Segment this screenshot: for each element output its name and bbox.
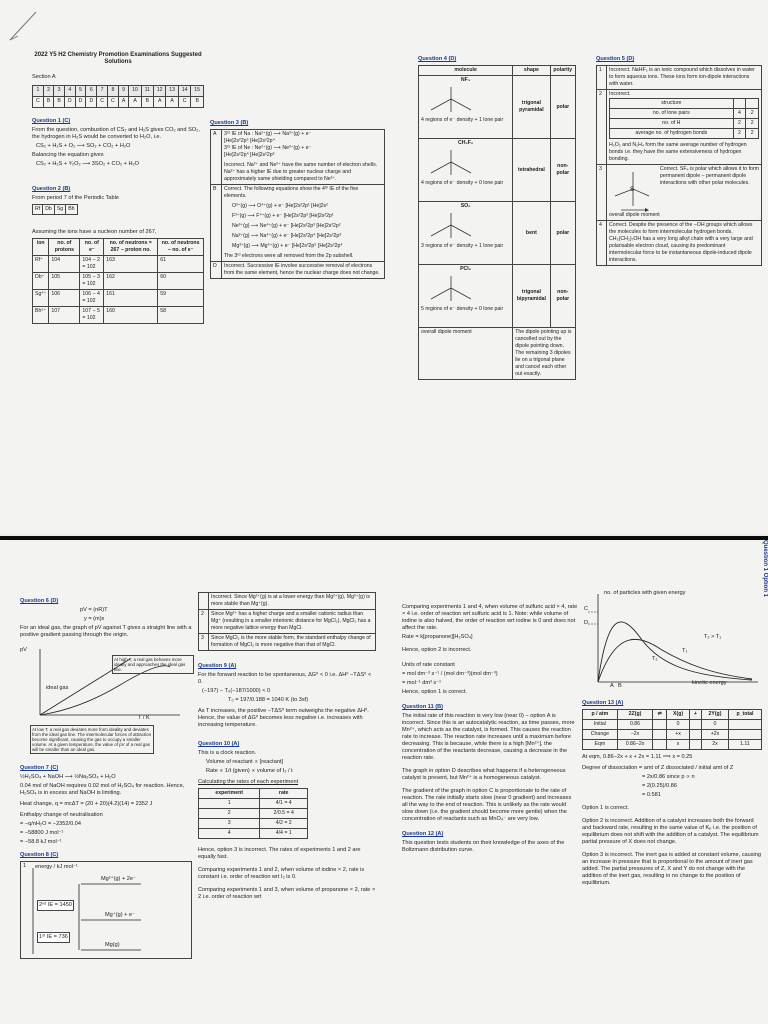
q10-units: Units of rate constant [402, 662, 455, 668]
q5-r1: Incorrect. NaHF₂ is an ionic compound which dissolves in water to form aqueous ions. These ions form ion-dipole interactions with water. [607, 66, 762, 90]
q2-column-header: no. of neutrons − no. of e⁻ [158, 239, 204, 256]
q5-r3: Correct. SF₄ is polar which allows it to form permanent dipole − permanent dipole interactions with other polar molecules. [660, 166, 759, 186]
answer-number: 5 [75, 86, 86, 97]
table-row [33, 256, 204, 273]
table-cell: 2 [199, 809, 260, 819]
table-cell: Sg⁴⁺ [33, 290, 49, 307]
answer-number: 7 [97, 86, 108, 97]
q10-u1: = mol dm⁻³ s⁻¹ / (mol dm⁻³)(mol dm⁻³) [402, 671, 498, 677]
answer-key-table [32, 85, 204, 108]
answer-letter: D [64, 97, 75, 108]
q10-column-header: experiment [199, 789, 260, 799]
column-g [402, 604, 578, 856]
q3-b-note: The 3ʳᵈ electrons were all removed from the 2p subshell. [224, 253, 354, 259]
document-title: 2022 Y5 H2 Chemistry Promotion Examinations Suggested Solutions [34, 52, 202, 65]
molecule-cell [419, 76, 513, 139]
table-row [583, 740, 762, 750]
answer-letter: C [33, 97, 44, 108]
table-cell: Change [583, 730, 618, 740]
q7-calc1: = −q/nH₂O = −2352/0.04 [20, 821, 81, 827]
molecule-name: CH₂F₂ [457, 140, 474, 146]
molecule-structure-icon [421, 147, 481, 177]
q7-enthalpy: Enthalpy change of neutralisation [20, 812, 103, 818]
column-b [210, 116, 385, 279]
answer-letter: B [141, 97, 153, 108]
table-cell: 160 [104, 307, 158, 324]
table-cell [733, 99, 746, 109]
table-cell: 163 [104, 256, 158, 273]
graph-t2: T₂ [652, 656, 658, 662]
table-row [583, 720, 762, 730]
q8-level-2: Mg⁺(g) + e⁻ [105, 912, 135, 918]
q8-r2: Since Mg²⁺ has a higher charge and a smaller cationic radius than Mg⁺ (resulting in a smaller interionic distance for MgCl₂), MgCl₂ has a more negative lattice energy than MgCl. [209, 610, 376, 634]
q8-r1: Incorrect. Since Mg²⁺(g) is at a lower energy than Mg²⁺(g), Mg²⁺(g) is more stable than Mg⁺(g). [209, 593, 376, 610]
table-cell: Db⁺ [33, 273, 49, 290]
q9-text: For the forward reaction to be spontaneous, ΔG⁰ < 0 i.e. ΔH⁰ −TΔS⁰ < 0. [198, 672, 372, 685]
table-cell: 61 [158, 256, 204, 273]
q3-b-equation: Mg³⁺(g) ⟶ Mg⁴⁺(g) + e⁻ [He]2s²2p⁵ [He]2s²2p⁴ [232, 243, 343, 249]
boltzmann-curve-icon [582, 590, 762, 690]
q7-text: 0.04 mol of NaOH requires 0.02 mol of H₂SO₄ for reaction. Hence, H₂SO₄ is in excess and NaOH is limiting. [20, 783, 185, 796]
table-cell: 4/2 = 2 [260, 819, 308, 829]
q8-level-3: Mg(g) [105, 942, 120, 948]
answer-number: 3 [54, 86, 65, 97]
q13-column-header: 2Z(g) [617, 710, 652, 720]
molecule-cell [419, 139, 513, 202]
table-cell: 162 [104, 273, 158, 290]
answer-letter: A [166, 97, 178, 108]
pencil-mark-icon [4, 6, 64, 46]
q7-calc2: = −58800 J mol⁻¹ [20, 830, 64, 836]
q2-column-header: no. of e⁻ [80, 239, 104, 256]
molecule-name: NF₃ [460, 77, 471, 83]
table-cell: structure [610, 99, 734, 109]
table-cell: 105 [49, 273, 80, 290]
q10-rate-table [198, 788, 308, 839]
answer-letter: C [108, 97, 119, 108]
q3-table [210, 129, 385, 279]
q3-a-line: [He]2s²2p⁵ [He]2s²2p⁴ [224, 138, 275, 144]
table-cell: Eqm [583, 740, 618, 750]
element-symbol: Db [43, 205, 55, 215]
table-cell: 107 − 5 = 102 [80, 307, 104, 324]
q3-a-line: 3ʳᵈ IE of Ne : Ne²⁺(g) ⟶ Ne³⁺(g) + e⁻ [224, 145, 312, 151]
q9-res: T₀ = 197/0.188 = 1040 K (to 3sf) [228, 697, 309, 703]
q8-ylabel: energy / kJ mol⁻¹ [35, 864, 78, 870]
q7-heat: Heat change, q = mcΔT = (20 + 20)(4.2)(14) = 2352 J [20, 801, 153, 807]
q4-column-header: polarity [550, 66, 575, 76]
boltzmann-graph [582, 590, 762, 690]
q5-table: 1 Incorrect. NaHF₂ is an ionic compound which dissolves in water to form aqueous ions. These ions form ion-dipole interactions with water. 2 Incorrect. structure no. of lone pairs 4 2 no. of H 2 2 average no. of hydrogen bonds 2 2 H₂O₂ and N₂H₄ form the same average number of hydrogen bonds i.e. they have the same extensiveness of hydrogen bonding. 3 S Correct. SF₄ is polar which allows it to form permanent dipole − permanent dipole interactions with other polar molecules. overall dipole moment 4 Correct. Despite the presence of the −OH groups which allows the molecules to form intermolecular hydrogen bonds, CH₃(CH₂)₇OH has a very long alkyl chain with a very large and polarisable electron cloud, causing its predominant intermolecular force to be instantaneous dipole-induced dipole interactions. [596, 65, 762, 266]
column-d [596, 52, 762, 266]
q3-d-label: D [211, 262, 222, 279]
q13-d2: = 2(0.25)/0.86 [642, 783, 677, 789]
molecule-cell [419, 202, 513, 265]
table-row [33, 307, 204, 324]
table-cell: 59 [158, 290, 204, 307]
q13-column-header: ⇌ [653, 710, 667, 720]
answer-number: 9 [118, 86, 129, 97]
q4-heading: Question 4 (D) [418, 56, 457, 62]
answer-letter: C [97, 97, 108, 108]
q6-eq1: pV = (nR)T [80, 607, 108, 613]
region-description: 3 regions of e⁻ density + 1 lone pair [421, 243, 504, 249]
table-cell: 2 [733, 119, 746, 129]
table-cell [653, 730, 667, 740]
table-row [610, 109, 759, 119]
q5-hbond-table [609, 98, 759, 139]
q8-ie1: 1ˢᵗ IE = 736 [37, 932, 70, 943]
table-cell: Bh⁵⁺ [33, 307, 49, 324]
table-cell: 0.86 [617, 720, 652, 730]
q1-eq1: CS₂ + H₂S + O₂ ⟶ SO₂ + CO₂ + H₂O [36, 143, 131, 149]
q2-column-header: no. of neutrons = 267 − proton no. [104, 239, 158, 256]
shape-cell: bent [513, 202, 550, 265]
q8-heading: Question 8 (C) [20, 852, 59, 858]
q10-cmp1: Comparing experiments 1 and 2, when volume of iodine × 2, rate is constant i.e. order of reaction wrt I₂ is 0. [198, 867, 365, 880]
answer-number: 6 [86, 86, 97, 97]
q13-opt1: Option 1 is correct. [582, 805, 629, 811]
q1-balancing: Balancing the equation gives [32, 152, 104, 158]
table-row [419, 202, 576, 265]
table-cell: 0 [701, 720, 728, 730]
answer-letter: A [153, 97, 165, 108]
table-cell: no. of H [610, 119, 734, 129]
table-cell [689, 730, 701, 740]
column-f [198, 592, 376, 903]
q4-column-header: molecule [419, 66, 513, 76]
table-cell [728, 730, 761, 740]
table-cell: no. of lone pairs [610, 109, 734, 119]
answer-number: 2 [43, 86, 54, 97]
q12-text: This question tests students on their knowledge of the axes of the Boltzmann distribution curve. [402, 840, 565, 853]
q10-b1: Volume of reactant ∝ [reactant] [206, 759, 284, 765]
answer-number: 8 [108, 86, 119, 97]
section-label: Section A [32, 74, 56, 80]
graph-t1: T₁ [682, 648, 688, 654]
q3-b-equation: O³⁺(g) ⟶ O⁴⁺(g) + e⁻ [He]2s²2p¹ [He]2s² [232, 203, 328, 209]
region-description: 5 regions of e⁻ density + 0 lone pair [421, 306, 504, 312]
table-cell: 1 [199, 799, 260, 809]
q6-note-low: At low T, a real gas deviates more from ideality and deviates from the ideal gas line. The intermolecular forces of attraction become significant, causing the gas to occupy a smaller volume. At a given temperature, the value of pV of a real gas will be smaller than an ideal gas. [30, 725, 154, 754]
q13-column-header: p / atm [583, 710, 618, 720]
q4-column-header: shape [513, 66, 550, 76]
graph-b: B [618, 683, 622, 689]
table-cell: Initial [583, 720, 618, 730]
q13-ice-table [582, 709, 762, 750]
region-description: 4 regions of e⁻ density + 1 lone pair [421, 117, 504, 123]
table-cell: x [667, 740, 690, 750]
molecule-structure-icon [421, 84, 481, 114]
table-cell: Rf⁺ [33, 256, 49, 273]
answer-letter: B [54, 97, 65, 108]
column-c [418, 52, 576, 380]
answer-letter: D [75, 97, 86, 108]
q13-column-header: p_total [728, 710, 761, 720]
molecule-structure-icon [421, 210, 481, 240]
table-row [419, 328, 576, 380]
graph-d: D [584, 620, 589, 626]
table-cell: 106 − 4 = 102 [80, 290, 104, 307]
overall-dipole-caption: overall dipole moment [419, 328, 513, 380]
q10-cmp4: Comparing experiments 1 and 4, when volume of sulfuric acid × 4, rate × 4 i.e. order of reaction wrt sulfuric acid is 1. Note: while volume of iodine is also halved, the order of reaction wrt iodine is 0 and does not affect the rate. [402, 604, 578, 631]
column-a [32, 52, 204, 324]
table-cell: 2 [746, 119, 759, 129]
graph-ylabel: no. of particles with given energy [604, 590, 686, 596]
svg-text:S: S [630, 187, 635, 193]
table-cell: 107 [49, 307, 80, 324]
table-row [610, 99, 759, 109]
q5-r4: Correct. Despite the presence of the −OH groups which allows the molecules to form intermolecular hydrogen bonds, CH₃(CH₂)₇OH has a very long alkyl chain with a very large and polarisable electron cloud, causing its predominant intermolecular force to be instantaneous dipole-induced dipole interactions. [607, 221, 762, 266]
periodic-table-snippet [32, 204, 78, 215]
pcl5-note: The dipole pointing up is cancelled out by the dipole pointing down. The remaining 3 dipoles lie on a trigonal plane and cancel each other out exactly. [513, 328, 576, 380]
q2-column-header: no. of protons [49, 239, 80, 256]
q8-level-1: Mg²⁺(g) + 2e⁻ [101, 876, 136, 882]
table-cell: 2 [733, 129, 746, 139]
table-cell: 161 [104, 290, 158, 307]
q2-column-header: ion [33, 239, 49, 256]
polarity-cell: non-polar [550, 139, 575, 202]
q11-heading: Question 11 (B) [402, 704, 444, 710]
table-cell [728, 720, 761, 730]
q6-eq2: y = (m)x [84, 616, 105, 622]
q5-r2-text: H₂O₂ and N₂H₄ form the same average number of hydrogen bonds i.e. they have the same extensiveness of hydrogen bonding. [609, 142, 747, 162]
q7-calc3: = −58.8 kJ mol⁻¹ [20, 839, 62, 845]
table-cell [689, 740, 701, 750]
answer-letter: C [178, 97, 190, 108]
q10-calc: Calculating the rates of each experiment [198, 779, 299, 785]
q3-b-equation: Ne³⁺(g) ⟶ Ne⁴⁺(g) + e⁻ [He]2s²2p³ [He]2s²2p² [232, 223, 341, 229]
shape-cell: trigonal pyramidal [513, 76, 550, 139]
table-cell: 4/1 = 4 [260, 799, 308, 809]
q13-column-header: + [689, 710, 701, 720]
table-cell: average no. of hydrogen bonds [610, 129, 734, 139]
q4-table [418, 65, 576, 380]
table-cell [653, 740, 667, 750]
table-cell: 2 [746, 129, 759, 139]
polarity-cell: polar [550, 76, 575, 139]
table-cell: 4/4 = 1 [260, 829, 308, 839]
q3-a-line: 3ʳᵈ IE of Na : Na²⁺(g) ⟶ Na³⁺(g) + e⁻ [224, 131, 312, 137]
answer-number: 13 [166, 86, 178, 97]
answer-number: 15 [191, 86, 204, 97]
answer-number: 11 [141, 86, 153, 97]
q1-heading: Question 1 (C) [32, 118, 71, 124]
table-cell [746, 99, 759, 109]
q13-dod: Degree of dissociation = amt of Z dissociated / initial amt of Z [582, 765, 734, 771]
q3-a-label: A [211, 130, 222, 185]
table-cell: 1.11 [728, 740, 761, 750]
q13-heading: Question 13 (A) [582, 700, 624, 706]
table-cell: 104 [49, 256, 80, 273]
molecule-name: SO₂ [460, 203, 471, 209]
q5-r3-caption: overall dipole moment [609, 212, 660, 218]
table-cell: 104 − 2 = 102 [80, 256, 104, 273]
q6-ideal-label: ideal gas [46, 685, 69, 691]
q5-r2-label: Incorrect. [609, 91, 631, 97]
q10-column-header: rate [260, 789, 308, 799]
q8-r3: Since MgCl₂ is the more stable form, the standard enthalpy change of formation of MgCl₂ is more negative than that of MgCl. [209, 634, 376, 651]
q10-heading: Question 10 (A) [198, 741, 240, 747]
q10-text: This is a clock reaction. [198, 750, 257, 756]
table-cell [689, 720, 701, 730]
table-cell: +x [667, 730, 690, 740]
q8-num: 1 [23, 863, 27, 869]
graph-temps: T₂ > T₁ [704, 634, 722, 640]
q8-table [198, 592, 376, 651]
q10-rate: Rate = k[propanone][H₂SO₄] [402, 634, 473, 640]
q11-t2: The graph in option D describes what happens if a heterogeneous catalyst is present, but Mn²⁺ is a homogeneous catalyst. [402, 768, 566, 781]
q8-diagram [20, 861, 192, 959]
q13-column-header: X(g) [667, 710, 690, 720]
q3-a-line: [He]2s²2p⁴ [He]2s²2p³ [224, 152, 275, 158]
q7-eq: ½H₂SO₄ + NaOH ⟶ ½Na₂SO₄ + H₂O [20, 774, 116, 780]
table-row [199, 829, 308, 839]
table-cell: 4 [199, 829, 260, 839]
q8-n3: 3 [199, 634, 209, 651]
answer-letter: D [86, 97, 97, 108]
table-cell: 2x [701, 740, 728, 750]
table-cell: 0 [667, 720, 690, 730]
q6-heading: Question 6 (D) [20, 598, 59, 604]
answer-letter: A [118, 97, 129, 108]
q1-text: From the question, combustion of CS₂ and H₂S gives CO₂ and SO₂, the hydrogen in H₂S would be converted to H₂O, i.e. [32, 127, 200, 140]
edge-label: Question 1 Option 1 [762, 540, 768, 598]
table-row [610, 129, 759, 139]
table-cell: 0.86−2x [617, 740, 652, 750]
table-cell: 106 [49, 290, 80, 307]
q6-graph [20, 641, 192, 759]
answer-letter: A [129, 97, 141, 108]
column-e [20, 594, 192, 959]
region-description: 4 regions of e⁻ density + 0 lone pair [421, 180, 504, 186]
table-row [583, 730, 762, 740]
q6-note-high: At high T, a real gas behaves more ideally and approaches the ideal gas line. [112, 655, 194, 674]
answer-number: 12 [153, 86, 165, 97]
table-row [33, 273, 204, 290]
graph-xlabel: kinetic energy [692, 680, 727, 686]
q2-text: From period 7 of the Periodic Table [32, 195, 119, 201]
element-symbol: Bh [66, 205, 77, 215]
q2-assume: Assuming the ions have a nucleon number of 267, [32, 229, 157, 235]
molecule-cell [419, 265, 513, 328]
table-row [610, 119, 759, 129]
molecule-name: PCl₅ [460, 266, 472, 272]
table-row [419, 265, 576, 328]
q3-d-text: Incorrect. Successive IE involve successive removal of electrons from the same element, hence the nuclear charge does not change. [222, 262, 385, 279]
table-row [199, 809, 308, 819]
table-cell: 105 − 3 = 102 [80, 273, 104, 290]
answer-number: 1 [33, 86, 44, 97]
answer-number: 14 [178, 86, 190, 97]
q10-b2: Rate ∝ 1/t (given) ∝ volume of I₂ / t [206, 768, 293, 774]
table-cell: −2x [617, 730, 652, 740]
q5-heading: Question 5 (D) [596, 56, 635, 62]
q3-b-text: Correct. The following equations show the 4ᵗʰ IE of the five elements. [224, 186, 359, 199]
q11-t1: The initial rate of this reaction is very low (near 0) − option A is incorrect. Since this is an autocatalytic reaction, as time passes, more Mn²⁺, which acts as the catalyst, is formed. This causes the reaction rate to increase. The reaction rate increases until a maximum before decreasing. This is because, while there is a high [Mn²⁺], the concentration of the reactants decrease, causing a decrease in the reaction rate. [402, 713, 575, 761]
answer-letter: B [191, 97, 204, 108]
answer-number: 4 [64, 86, 75, 97]
shape-cell: trigonal bipyramidal [513, 265, 550, 328]
polarity-cell: non-polar [550, 265, 575, 328]
polarity-cell: polar [550, 202, 575, 265]
q11-t3: The gradient of the graph in option C is proportionate to the rate of reaction. The rate initially starts slow (near 0 gradient) and increases all the way to the end of reaction. This is unlikely as the rate would slow down (i.e. the gradient should become more gentle) when the concentration of reactants such as MnO₄⁻ are very low. [402, 788, 572, 822]
q13-d3: = 0.581 [642, 792, 661, 798]
q6-xlabel: T / K [138, 715, 150, 721]
element-symbol: Sg [54, 205, 65, 215]
table-cell: +2x [701, 730, 728, 740]
q8-n2: 2 [199, 610, 209, 634]
q10-u2: = mol⁻¹ dm³ s⁻¹ [402, 680, 442, 686]
answer-letter: B [43, 97, 54, 108]
sf4-structure-icon [609, 166, 657, 212]
page-2 [0, 540, 768, 1024]
shape-cell: tetrahedral [513, 139, 550, 202]
q1-eq2: CS₂ + H₂S + ⁹⁄₂O₂ ⟶ 3SO₂ + CO₂ + H₂O [36, 161, 140, 167]
q3-b-label: B [211, 185, 222, 262]
q10-concl: Hence, option 3 is incorrect. The rates of experiments 1 and 2 are equally fast. [198, 847, 361, 860]
q3-b-equation: Na³⁺(g) ⟶ Na⁴⁺(g) + e⁻ [He]2s²2p⁴ [He]2s²2p³ [232, 233, 342, 239]
element-symbol: Rf [33, 205, 43, 215]
q12-heading: Question 12 (A) [402, 831, 444, 837]
graph-a: A [610, 683, 614, 689]
table-cell [653, 720, 667, 730]
q6-ylabel: pV [20, 647, 27, 653]
q3-heading: Question 3 (B) [210, 120, 249, 126]
q10-cmp2: Comparing experiments 1 and 3, when volume of propanone × 2, rate × 2 i.e. order of reaction wrt [198, 887, 376, 900]
q13-eqm: At eqm, 0.86−2x + x + 2x = 1.11 ⟹ x = 0.25 [582, 754, 693, 760]
table-cell: 60 [158, 273, 204, 290]
table-row [419, 76, 576, 139]
table-cell: 3 [199, 819, 260, 829]
table-row [199, 799, 308, 809]
graph-c: C [584, 606, 589, 612]
q8-ie2: 2ⁿᵈ IE = 1450 [37, 900, 74, 911]
q2-table [32, 238, 204, 324]
table-row [33, 290, 204, 307]
table-cell: 58 [158, 307, 204, 324]
table-cell: 2 [746, 109, 759, 119]
q10-concl2: Hence, option 2 is incorrect. [402, 647, 472, 653]
q9-heading: Question 9 (A) [198, 663, 237, 669]
table-cell: 2/0.5 = 4 [260, 809, 308, 819]
molecule-structure-icon [421, 273, 481, 303]
q3-a-text: Incorrect. Na²⁺ and Ne²⁺ have the same number of electron shells. Na²⁺ has a higher IE due to greater nuclear charge and approximately same shielding compared to Ne²⁺. [224, 162, 378, 182]
q9-eq: (−197) − T₀(−187/1000) < 0 [202, 688, 271, 694]
q7-heading: Question 7 (C) [20, 765, 59, 771]
table-row [199, 819, 308, 829]
q9-text2: As T increases, the positive −TΔS⁰ term outweighs the negative ΔH⁰. Hence, the value of ΔG⁰ becomes less negative i.e. increases with increasing temperature. [198, 708, 369, 728]
table-row [419, 139, 576, 202]
answer-number: 10 [129, 86, 141, 97]
q2-heading: Question 2 (B) [32, 186, 71, 192]
q13-opt3: Option 3 is incorrect. The inert gas is added at constant volume, causing an increase in pressure that is proportional to the amount of inert gas added. The partial pressures of Z, X and Y do not change with the addition of the inert gas, resulting in no change to the position of equilibrium. [582, 852, 761, 886]
table-cell: 4 [733, 109, 746, 119]
q13-opt2: Option 2 is incorrect. Addition of a catalyst increases both the forward and backward rate, resulting in the same value of Kₚ i.e. the position of equilibrium does not shift with the addition of a catalyst. The equilibrium partial pressure of X does not change. [582, 818, 759, 845]
column-h [582, 590, 762, 889]
q3-b-equation: F³⁺(g) ⟶ F⁴⁺(g) + e⁻ [He]2s²2p² [He]2s²2p¹ [232, 213, 334, 219]
q10-concl3: Hence, option 1 is correct. [402, 689, 467, 695]
q13-column-header: 2Y(g) [701, 710, 728, 720]
q6-text: For an ideal gas, the graph of pV against T gives a straight line with a positive gradient passing through the origin. [20, 625, 192, 638]
q13-d1: = 2x/0.86 since p ∝ n [642, 774, 695, 780]
